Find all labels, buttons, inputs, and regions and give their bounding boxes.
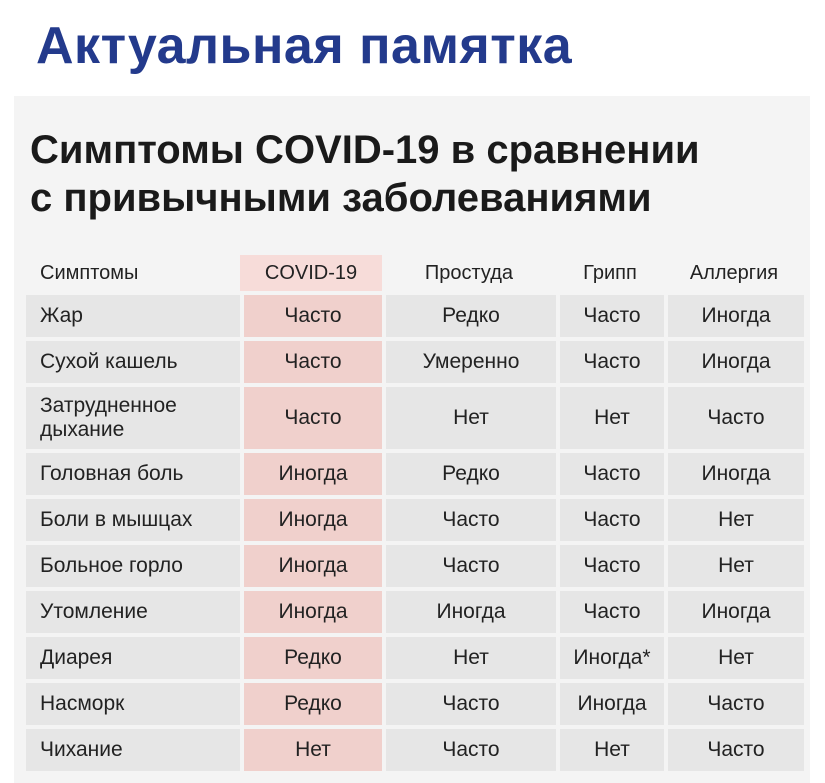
cell-allergy: Нет (664, 637, 804, 679)
cell-cold: Часто (382, 545, 556, 587)
cell-cold: Редко (382, 453, 556, 495)
table-row (26, 637, 804, 679)
cell-symptom: Чихание (26, 729, 240, 771)
table-body (26, 295, 804, 771)
cell-flu: Нет (556, 387, 664, 449)
cell-flu: Часто (556, 499, 664, 541)
table-row (26, 729, 804, 771)
column-header-flu: Грипп (583, 261, 637, 284)
cell-cold: Иногда (382, 591, 556, 633)
cell-allergy: Иногда (664, 341, 804, 383)
cell-allergy: Нет (664, 499, 804, 541)
cell-allergy: Иногда (664, 295, 804, 337)
cell-allergy: Часто (664, 729, 804, 771)
table-row (26, 499, 804, 541)
cell-cold: Нет (382, 387, 556, 449)
cell-symptom: Диарея (26, 637, 240, 679)
cell-cold: Часто (382, 499, 556, 541)
table-row (26, 341, 804, 383)
symptoms-table (26, 251, 804, 775)
cell-cold: Часто (382, 729, 556, 771)
table-row (26, 295, 804, 337)
cell-covid: Редко (240, 683, 382, 725)
cell-allergy: Иногда (664, 453, 804, 495)
column-header-allergy: Аллергия (689, 261, 779, 284)
column-header-covid: COVID-19 (240, 255, 382, 291)
cell-covid: Часто (240, 387, 382, 449)
cell-cold: Редко (382, 295, 556, 337)
panel-title-line-2: с привычными заболеваниями (30, 176, 652, 220)
column-header-symptoms: Симптомы (40, 261, 139, 284)
cell-covid: Часто (240, 341, 382, 383)
cell-covid: Иногда (240, 453, 382, 495)
comparison-panel (14, 96, 810, 783)
cell-symptom: Утомление (26, 591, 240, 633)
cell-flu: Часто (556, 341, 664, 383)
cell-symptom: Сухой кашель (26, 341, 240, 383)
panel-title (30, 126, 700, 222)
table-row (26, 683, 804, 725)
cell-flu: Часто (556, 453, 664, 495)
cell-flu: Часто (556, 545, 664, 587)
cell-flu: Нет (556, 729, 664, 771)
table-row (26, 591, 804, 633)
cell-symptom: Жар (26, 295, 240, 337)
column-header-cold: Простуда (424, 261, 514, 284)
cell-symptom: Больное горло (26, 545, 240, 587)
cell-flu: Часто (556, 295, 664, 337)
cell-cold: Нет (382, 637, 556, 679)
table-row (26, 453, 804, 495)
table-row (26, 545, 804, 587)
cell-covid: Часто (240, 295, 382, 337)
cell-allergy: Часто (664, 387, 804, 449)
cell-covid: Иногда (240, 591, 382, 633)
panel-title-line-1: Симптомы COVID-19 в сравнении (30, 128, 700, 172)
cell-covid: Иногда (240, 545, 382, 587)
cell-flu: Часто (556, 591, 664, 633)
cell-flu: Иногда* (556, 637, 664, 679)
cell-symptom: Насморк (26, 683, 240, 725)
cell-cold: Часто (382, 683, 556, 725)
cell-covid: Нет (240, 729, 382, 771)
cell-symptom: Затрудненное дыхание (26, 387, 240, 449)
page-header-title: Актуальная памятка (36, 17, 573, 75)
cell-symptom: Головная боль (26, 453, 240, 495)
table-header-row (26, 255, 804, 291)
cell-covid: Иногда (240, 499, 382, 541)
table-row (26, 387, 804, 449)
cell-cold: Умеренно (382, 341, 556, 383)
cell-symptom: Боли в мышцах (26, 499, 240, 541)
cell-flu: Иногда (556, 683, 664, 725)
cell-allergy: Нет (664, 545, 804, 587)
cell-allergy: Иногда (664, 591, 804, 633)
cell-covid: Редко (240, 637, 382, 679)
cell-allergy: Часто (664, 683, 804, 725)
